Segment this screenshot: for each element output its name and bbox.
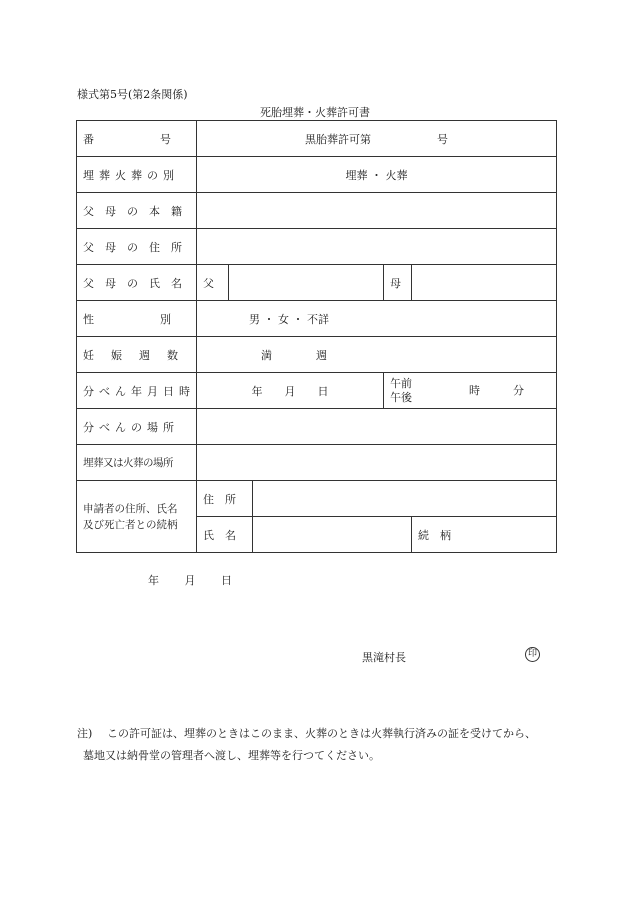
label-parents-domicile: 父母の本籍 bbox=[77, 193, 197, 229]
row-burial-place bbox=[77, 445, 557, 481]
row-burial-type bbox=[77, 157, 557, 193]
row-pregnancy-weeks bbox=[77, 337, 557, 373]
label-pregnancy-weeks: 妊娠週数 bbox=[77, 337, 197, 373]
value-parents-address[interactable] bbox=[197, 229, 557, 265]
label-applicant-line1: 申請者の住所、氏名 bbox=[83, 502, 178, 515]
value-parents-domicile[interactable] bbox=[197, 193, 557, 229]
row-parents-name bbox=[77, 265, 557, 301]
value-delivery-time bbox=[384, 373, 557, 409]
row-parents-domicile bbox=[77, 193, 557, 229]
label-burial-type: 埋葬火葬の別 bbox=[77, 157, 197, 193]
label-applicant-line2: 及び死亡者との続柄 bbox=[83, 518, 178, 531]
value-burial-type: 埋葬 ・ 火葬 bbox=[197, 157, 557, 193]
value-permit-number: 黒胎葬許可第 号 bbox=[197, 121, 557, 157]
row-applicant-address bbox=[77, 481, 557, 517]
value-burial-place[interactable] bbox=[197, 445, 557, 481]
applicant-name-label: 氏 名 bbox=[197, 517, 253, 553]
row-parents-address bbox=[77, 229, 557, 265]
value-delivery-date: 年 月 日 bbox=[197, 373, 384, 409]
value-pregnancy-weeks: 満 週 bbox=[197, 337, 557, 373]
mother-name-field[interactable] bbox=[412, 265, 557, 301]
father-label: 父 bbox=[197, 265, 229, 301]
permit-form-table bbox=[76, 120, 557, 553]
row-sex bbox=[77, 301, 557, 337]
value-delivery-place[interactable] bbox=[197, 409, 557, 445]
label-number: 番 号 bbox=[77, 121, 197, 157]
seal-mark: 印 bbox=[525, 647, 540, 662]
am-label: 午前 bbox=[390, 376, 412, 390]
issue-date: 年 月 日 bbox=[148, 574, 232, 587]
mother-label: 母 bbox=[384, 265, 412, 301]
applicant-name-field[interactable] bbox=[253, 517, 412, 553]
form-number-label: 様式第5号(第2条関係) bbox=[77, 88, 188, 101]
applicant-address-label: 住 所 bbox=[197, 481, 253, 517]
applicant-relation-label: 続 柄 bbox=[412, 517, 557, 553]
document-title: 死胎埋葬・火葬許可書 bbox=[260, 106, 370, 119]
time-label: 時 分 bbox=[469, 384, 524, 397]
label-applicant bbox=[77, 481, 197, 553]
applicant-address-field[interactable] bbox=[253, 481, 557, 517]
note-line1: この許可証は、埋葬のときはこのまま、火葬のときは火葬執行済みの証を受けてから、 bbox=[107, 727, 536, 740]
note-line2: 墓地又は納骨堂の管理者へ渡し、埋葬等を行つてください。 bbox=[83, 749, 380, 762]
label-sex: 性 別 bbox=[77, 301, 197, 337]
row-delivery-place bbox=[77, 409, 557, 445]
row-number bbox=[77, 121, 557, 157]
pm-label: 午後 bbox=[390, 390, 412, 404]
father-name-field[interactable] bbox=[229, 265, 384, 301]
label-parents-address: 父母の住所 bbox=[77, 229, 197, 265]
label-parents-name: 父母の氏名 bbox=[77, 265, 197, 301]
note bbox=[77, 723, 567, 767]
label-delivery-datetime: 分べん年月日時 bbox=[77, 373, 197, 409]
mayor-title: 黒滝村長 bbox=[362, 651, 406, 664]
note-marker: 注) bbox=[77, 727, 93, 740]
value-sex: 男 ・ 女 ・ 不詳 bbox=[197, 301, 557, 337]
label-burial-place: 埋葬又は火葬の場所 bbox=[77, 445, 197, 481]
label-delivery-place: 分べんの場所 bbox=[77, 409, 197, 445]
row-delivery-datetime bbox=[77, 373, 557, 409]
